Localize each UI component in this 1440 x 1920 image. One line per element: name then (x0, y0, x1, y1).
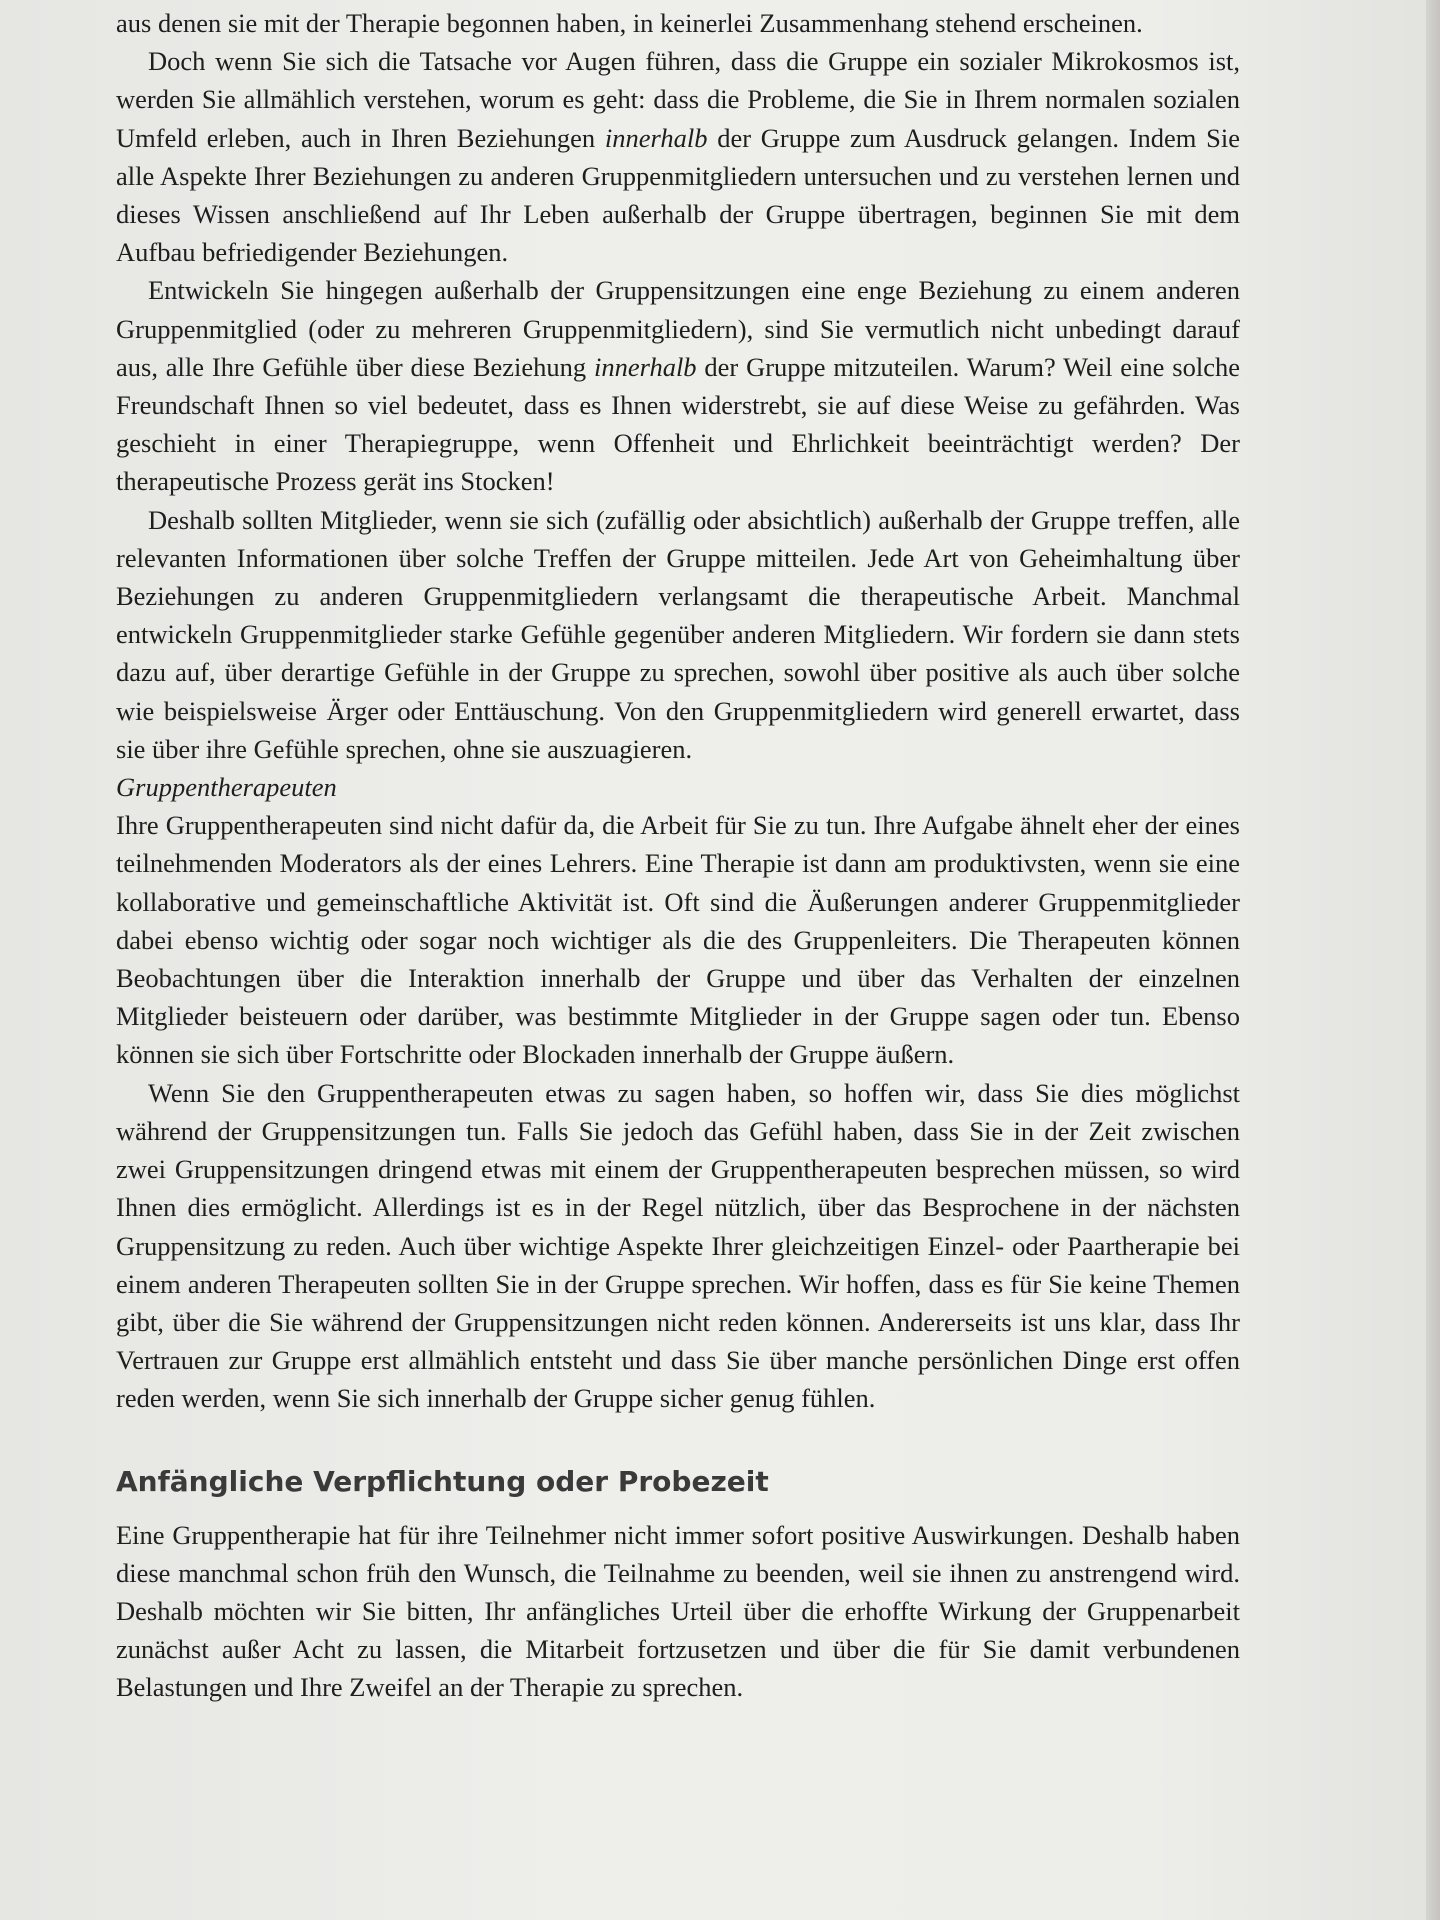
emphasis-innerhalb: innerhalb (604, 122, 708, 153)
paragraph-therapeuten-rolle: Ihre Gruppentherapeuten sind nicht dafür da, die Arbeit für Sie zu tun. Ihre Aufgabe ähnelt eher der eines teilnehmenden Moderators als der eines Lehrers. Eine Therapie ist dann am produktivsten, wenn sie eine kollaborative und gemeinschaftliche Aktivität ist. Oft sind die Äußerungen anderer Gruppenmitglieder dabei ebenso wichtig oder sogar noch wichtiger als die des Gruppenleiters. Die Therapeuten können Beobachtungen über die Interaktion innerhalb der Gruppe und über das Verhalten der einzelnen Mitglieder beisteuern oder darüber, was bestimmte Mitglieder in der Gruppe sagen oder tun. Ebenso können sie sich über Fortschritte oder Blockaden innerhalb der Gruppe äußern. (116, 810, 1240, 1070)
paragraph-probezeit: Eine Gruppentherapie hat für ihre Teilnehmer nicht immer sofort positive Auswirkungen. Deshalb haben diese manchmal schon früh den Wunsch, die Teilnahme zu beenden, weil sie ihnen zu anstrengend wird. Deshalb möchten wir Sie bitten, Ihr anfängliches Urteil über die erhoffte Wirkung der Gruppenarbeit zunächst außer Acht zu lassen, die Mitarbeit fortzusetzen und über die für Sie damit verbundenen Belastungen und Ihre Zweifel an der Therapie zu sprechen. (116, 1519, 1240, 1703)
paragraph-treffen: Deshalb sollten Mitglieder, wenn sie sich (zufällig oder absichtlich) außerhalb der Gruppe treffen, alle relevanten Informationen über solche Treffen der Gruppe mitteilen. Jede Art von Geheimhaltung über Beziehungen zu anderen Gruppenmitgliedern verlangsamt die therapeutische Arbeit. Manchmal entwickeln Gruppenmitglieder starke Gefühle gegenüber anderen Mitgliedern. Wir fordern sie dann stets dazu auf, über derartige Gefühle in der Gruppe zu sprechen, sowohl über positive als auch über solche wie beispielsweise Ärger oder Enttäuschung. Von den Gruppenmitgliedern wird generell erwartet, dass sie über ihre Gefühle sprechen, ohne sie auszuagieren. (116, 504, 1240, 764)
emphasis-innerhalb: innerhalb (593, 351, 697, 382)
text-column (116, 4, 1240, 1707)
section-heading: Anfängliche Verpflichtung oder Probezeit (116, 1464, 769, 1498)
paragraph-text: Doch wenn Sie sich die Tatsache vor Augen führen, dass die Gruppe ein sozialer Mikrokosmos ist, werden Sie allmählich verstehen, worum es geht: dass die Probleme, die Sie in Ihrem normalen sozialen Umfeld erleben, auch in Ihren Beziehungen (116, 46, 1240, 153)
page-edge (1426, 0, 1440, 1920)
paragraph-continuation: aus denen sie mit der Therapie begonnen haben, in keinerlei Zusammenhang stehend erscheinen. (116, 8, 1143, 38)
subheading: Gruppentherapeuten (116, 772, 337, 803)
paragraph-therapeuten-kontakt: Wenn Sie den Gruppentherapeuten etwas zu sagen haben, so hoffen wir, dass Sie dies möglichst während der Gruppensitzungen tun. Falls Sie jedoch das Gefühl haben, dass Sie in der Zeit zwischen zwei Gruppensitzungen dringend etwas mit einem der Gruppentherapeuten besprechen müssen, so wird Ihnen dies ermöglicht. Allerdings ist es in der Regel nützlich, über das Besprochene in der nächsten Gruppensitzung zu reden. Auch über wichtige Aspekte Ihrer gleichzeitigen Einzel- oder Paartherapie bei einem anderen Therapeuten sollten Sie in der Gruppe sprechen. Wir hoffen, dass es für Sie keine Themen gibt, über die Sie während der Gruppensitzungen nicht reden können. Andererseits ist uns klar, dass Ihr Vertrauen zur Gruppe erst allmählich entsteht und dass Sie über manche persönlichen Dinge erst offen reden werden, wenn Sie sich innerhalb der Gruppe sicher genug fühlen. (116, 1077, 1240, 1414)
paragraph-freundschaft (116, 271, 1240, 500)
paragraph-text: der Gruppe zum Ausdruck gelangen. Indem Sie alle Aspekte Ihrer Beziehungen zu anderen Gruppenmitgliedern untersuchen und zu verstehen lernen und dieses Wissen anschließend auf Ihr Leben außerhalb der Gruppe übertragen, beginnen Sie mit dem Aufbau befriedigender Beziehungen. (116, 122, 1240, 268)
paragraph-text: der Gruppe mitzuteilen. Warum? Weil eine solche Freundschaft Ihnen so viel bedeutet, dass es Ihnen widerstrebt, sie auf diese Weise zu gefährden. Was geschieht in einer Therapiegruppe, wenn Offenheit und Ehrlichkeit beeinträchtigt werden? Der therapeutische Prozess gerät ins Stocken! (116, 351, 1240, 497)
paragraph-mikrokosmos (116, 42, 1240, 271)
paragraph-text: Entwickeln Sie hingegen außerhalb der Gruppensitzungen eine enge Beziehung zu einem anderen Gruppenmitglied (oder zu mehreren Gruppenmitgliedern), sind Sie vermutlich nicht unbedingt darauf aus, alle Ihre Gefühle über diese Beziehung (116, 275, 1240, 382)
